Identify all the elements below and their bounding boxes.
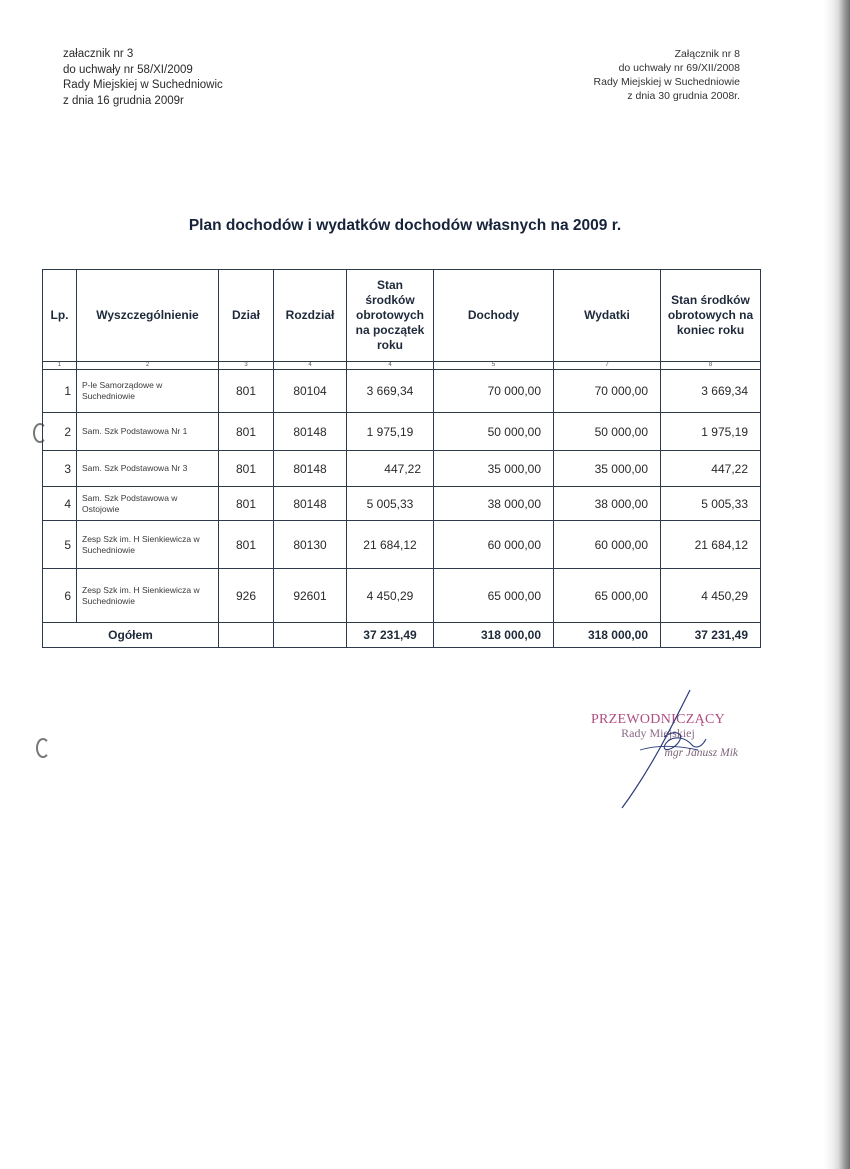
table-row [43,413,761,451]
cell-stan-poczatek: 447,22 [347,451,434,487]
table-row [43,370,761,413]
index-cell: 1 [43,362,77,370]
cell-rozdzial: 80148 [274,413,347,451]
cell-name: P-le Samorządowe w Suchedniowie [77,370,219,413]
cell-stan-koniec: 3 669,34 [661,370,761,413]
header-left-line1: załacznik nr 3 [63,48,134,60]
scan-edge-shadow [824,0,850,1169]
table-row [43,451,761,487]
header-dzial: Dział [219,270,274,362]
table-index-row [43,362,761,370]
cell-dochody: 35 000,00 [434,451,554,487]
cell-dzial: 926 [219,569,274,623]
cell-stan-poczatek: 4 450,29 [347,569,434,623]
header-left-line2: do uchwały nr 58/XI/2009 [63,63,193,76]
cell-wydatki: 35 000,00 [554,451,661,487]
cell-name: Sam. Szk Podstawowa Nr 1 [77,413,219,451]
cell-rozdzial: 80148 [274,451,347,487]
index-cell: 4 [274,362,347,370]
header-stan-poczatek: Stan środków obrotowych na początek roku [347,270,434,362]
cell-lp: 5 [43,521,77,569]
header-right-line2: do uchwały nr 69/XII/2008 [618,62,740,74]
table-row [43,521,761,569]
header-right-note [594,47,740,103]
cell-lp: 6 [43,569,77,623]
cell-wydatki: 70 000,00 [554,370,661,413]
header-lp: Lp. [43,270,77,362]
stamp-organization: Rady Miejskiej [621,726,695,740]
index-cell: 5 [434,362,554,370]
header-left-line4: z dnia 16 grudnia 2009r [63,94,184,107]
signature-stamp [578,712,738,759]
cell-stan-koniec: 4 450,29 [661,569,761,623]
cell-name: Sam. Szk Podstawowa Nr 3 [77,451,219,487]
cell-lp: 1 [43,370,77,413]
cell-stan-koniec: 1 975,19 [661,413,761,451]
table-row [43,487,761,521]
cell-dzial: 801 [219,487,274,521]
stamp-name: mgr Janusz Mik [664,747,738,759]
table-header-row [43,270,761,362]
cell-dzial: 801 [219,521,274,569]
cell-rozdzial: 80130 [274,521,347,569]
stamp-title: PRZEWODNICZĄCY [590,712,726,727]
cell-wydatki: 38 000,00 [554,487,661,521]
cell-name: Zesp Szk im. H Sienkiewicza w Suchedniowie [77,521,219,569]
header-right-line1: Załącznik nr 8 [674,48,740,60]
index-cell: 2 [77,362,219,370]
header-left-line3: Rady Miejskiej w Suchedniowic [63,79,223,91]
total-empty-cell [274,623,347,648]
cell-name: Sam. Szk Podstawowa w Ostojowie [77,487,219,521]
cell-stan-koniec: 21 684,12 [661,521,761,569]
budget-table-wrapper [42,269,761,648]
cell-stan-koniec: 447,22 [661,451,761,487]
cell-stan-poczatek: 1 975,19 [347,413,434,451]
cell-stan-poczatek: 5 005,33 [347,487,434,521]
header-right-line3: Rady Miejskiej w Suchedniowie [593,76,740,88]
cell-dzial: 801 [219,413,274,451]
cell-rozdzial: 80104 [274,370,347,413]
cell-dochody: 60 000,00 [434,521,554,569]
cell-dzial: 801 [219,370,274,413]
cell-stan-koniec: 5 005,33 [661,487,761,521]
cell-dochody: 50 000,00 [434,413,554,451]
index-cell: 7 [554,362,661,370]
header-wydatki: Wydatki [554,270,661,362]
cell-dochody: 38 000,00 [434,487,554,521]
index-cell: 3 [219,362,274,370]
header-right-line4: z dnia 30 grudnia 2008r. [627,90,740,102]
budget-table [42,269,761,648]
punch-hole-bottom [36,738,50,758]
cell-wydatki: 65 000,00 [554,569,661,623]
cell-lp: 3 [43,451,77,487]
cell-wydatki: 50 000,00 [554,413,661,451]
header-dochody: Dochody [434,270,554,362]
total-wydatki: 318 000,00 [554,623,661,648]
cell-lp: 4 [43,487,77,521]
header-rozdzial: Rozdział [274,270,347,362]
cell-dochody: 65 000,00 [434,569,554,623]
total-label: Ogółem [43,623,219,648]
cell-rozdzial: 80148 [274,487,347,521]
total-empty-cell [219,623,274,648]
total-stan-koniec: 37 231,49 [661,623,761,648]
cell-wydatki: 60 000,00 [554,521,661,569]
cell-stan-poczatek: 21 684,12 [347,521,434,569]
header-stan-koniec: Stan środków obrotowych na koniec roku [661,270,761,362]
cell-dzial: 801 [219,451,274,487]
header-name: Wyszczególnienie [77,270,219,362]
cell-dochody: 70 000,00 [434,370,554,413]
cell-name: Zesp Szk im. H Sienkiewicza w Suchedniowie [77,569,219,623]
cell-stan-poczatek: 3 669,34 [347,370,434,413]
cell-rozdzial: 92601 [274,569,347,623]
index-cell: 8 [661,362,761,370]
table-total-row [43,623,761,648]
table-row [43,569,761,623]
document-title: Plan dochodów i wydatków dochodów własnych na 2009 r. [188,217,622,234]
total-dochody: 318 000,00 [434,623,554,648]
index-cell: 4 [347,362,434,370]
header-left-note [63,47,223,109]
total-stan-poczatek: 37 231,49 [347,623,434,648]
cell-lp: 2 [43,413,77,451]
